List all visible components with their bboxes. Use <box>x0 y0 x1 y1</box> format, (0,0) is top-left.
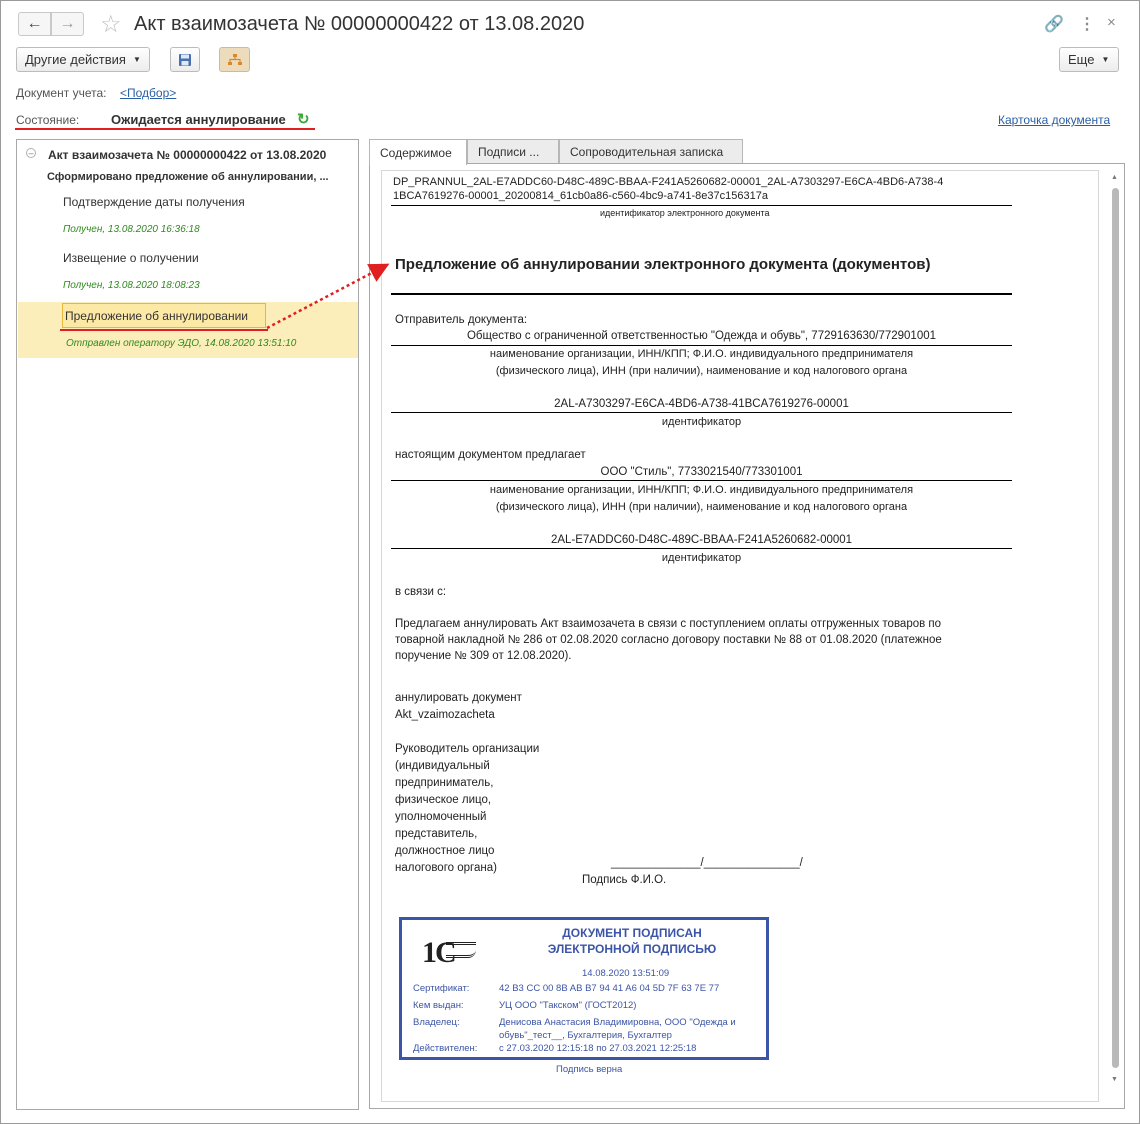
divider <box>391 412 1012 413</box>
other-actions-label: Другие действия <box>25 52 126 67</box>
document-card-link[interactable]: Карточка документа <box>998 113 1111 127</box>
more-button[interactable] <box>1059 47 1119 72</box>
file-id-line-1: DP_PRANNUL_2AL-E7ADDC60-D48C-489C-BBAA-F241A5260682-00001_2AL-A7303297-E6CA-4BD6-A738-4 <box>393 176 944 188</box>
signer-line: Руководитель организации <box>395 743 540 755</box>
favorite-star-icon[interactable]: ☆ <box>100 11 122 38</box>
sender-id-caption: идентификатор <box>661 416 742 428</box>
reason-text-1: Предлагаем аннулировать Акт взаимозачета в связи с поступлением оплаты отгруженных товаров по <box>395 618 942 630</box>
stamp-owner-value-1: Денисова Анастасия Владимировна, ООО "Одежда и <box>499 1017 736 1028</box>
exchange-tree-panel <box>16 139 359 1110</box>
caret-down-icon: ▼ <box>1101 55 1110 64</box>
tree-item-receipt-notice[interactable]: Извещение о получении <box>63 251 199 265</box>
offers-label: настоящим документом предлагает <box>395 449 586 461</box>
stamp-cert-label: Сертификат: <box>413 983 470 994</box>
stamp-issued-value: УЦ ООО "Такском" (ГОСТ2012) <box>499 1000 637 1011</box>
file-id-caption: идентификатор электронного документа <box>600 208 770 218</box>
vertical-scrollbar[interactable] <box>1110 174 1120 1086</box>
signer-line: уполномоченный <box>395 811 487 823</box>
state-value: Ожидается аннулирование <box>111 112 286 127</box>
signature-stamp <box>399 917 769 1060</box>
arrow-left-icon: ← <box>26 15 43 32</box>
other-actions-button[interactable] <box>16 47 150 72</box>
stamp-owner-value-2: обувь"_тест__, Бухгалтерия, Бухгалтер <box>499 1030 672 1041</box>
signature-fill-line: ______________/_______________/ <box>611 857 803 869</box>
forward-button[interactable] <box>51 12 84 36</box>
hierarchy-icon <box>227 53 243 67</box>
tree-item-annulment-offer[interactable]: Предложение об аннулировании <box>65 309 248 323</box>
refresh-icon[interactable]: ↻ <box>297 111 310 128</box>
signer-line: должностное лицо <box>395 845 495 857</box>
signer-line: представитель, <box>395 828 478 840</box>
signature-verified: Подпись верна <box>556 1064 623 1075</box>
save-button[interactable] <box>170 47 200 72</box>
document-view <box>381 170 1099 1102</box>
sender-label: Отправитель документа: <box>395 314 528 326</box>
receiver-id-caption: идентификатор <box>661 552 742 564</box>
stamp-valid-label: Действителен: <box>413 1043 478 1054</box>
file-id-line-2: 1BCA7619276-00001_20200814_61cb0a86-c560-4bc9-a741-8e37c156317a <box>393 190 768 202</box>
annul-label: аннулировать документ <box>395 692 522 704</box>
document-heading: Предложение об аннулировании электронного документа (документов) <box>395 256 931 273</box>
doc-account-label: Документ учета: <box>16 86 107 100</box>
sender-caption-2: (физического лица), ИНН (при наличии), наименование и код налогового органа <box>495 365 908 377</box>
tree-item-status: Отправлен оператору ЭДО, 14.08.2020 13:51:10 <box>66 338 297 349</box>
collapse-icon[interactable]: – <box>26 148 36 158</box>
divider <box>391 205 1012 206</box>
back-button[interactable] <box>18 12 51 36</box>
tree-item-status: Получен, 13.08.2020 18:08:23 <box>63 280 200 291</box>
selected-item-red-underline <box>60 329 268 331</box>
reason-text-2: товарной накладной № 286 от 02.08.2020 согласно договору поставки № 88 от 01.08.2020 (платежное <box>395 634 942 646</box>
stamp-issued-label: Кем выдан: <box>413 1000 464 1011</box>
signature-caption: Подпись Ф.И.О. <box>582 874 667 886</box>
scrollbar-thumb[interactable] <box>1112 188 1119 1068</box>
annul-document: Akt_vzaimozacheta <box>395 709 495 721</box>
caret-down-icon: ▼ <box>132 55 141 64</box>
scroll-down-icon[interactable]: ▼ <box>1111 1076 1118 1083</box>
signer-line: предприниматель, <box>395 777 494 789</box>
save-icon <box>178 53 192 67</box>
divider <box>391 548 1012 549</box>
stamp-owner-label: Владелец: <box>413 1017 460 1028</box>
receiver-caption-2: (физического лица), ИНН (при наличии), наименование и код налогового органа <box>495 501 908 513</box>
document-structure-button[interactable] <box>219 47 250 72</box>
tree-item-status: Получен, 13.08.2020 16:36:18 <box>63 224 200 235</box>
receiver-id: 2AL-E7ADDC60-D48C-489C-BBAA-F241A5260682-00001 <box>550 534 853 546</box>
tab-signatures[interactable]: Подписи ... <box>467 139 559 164</box>
tree-item-date-confirmation[interactable]: Подтверждение даты получения <box>63 195 245 209</box>
receiver-value: ООО "Стиль", 7733021540/773301001 <box>600 466 803 478</box>
stamp-title-2: ЭЛЕКТРОННОЙ ПОДПИСЬЮ <box>547 942 717 956</box>
more-label: Еще <box>1068 52 1095 67</box>
tree-summary[interactable]: Сформировано предложение об аннулировании, ... <box>47 171 329 183</box>
stamp-cert-value: 42 B3 CC 00 8B AB B7 94 41 A6 04 5D 7F 63 7E 77 <box>499 983 720 994</box>
state-highlight-underline <box>15 128 315 130</box>
sender-value: Общество с ограниченной ответственностью "Одежда и обувь", 7729163630/772901001 <box>466 330 937 342</box>
tree-root[interactable]: Акт взаимозачета № 00000000422 от 13.08.2020 <box>48 148 327 162</box>
stamp-datetime: 14.08.2020 13:51:09 <box>582 968 670 979</box>
heading-divider <box>391 293 1012 295</box>
window-title: Акт взаимозачета № 00000000422 от 13.08.2020 <box>134 13 585 35</box>
reason-label: в связи с: <box>395 586 447 598</box>
arrow-right-icon: → <box>59 15 76 32</box>
receiver-caption-1: наименование организации, ИНН/КПП; Ф.И.О. индивидуального предпринимателя <box>489 484 914 496</box>
1c-logo-icon: 1С <box>422 936 455 969</box>
signer-line: физическое лицо, <box>395 794 492 806</box>
scroll-up-icon[interactable]: ▲ <box>1111 174 1118 181</box>
tab-content[interactable]: Содержимое <box>369 139 467 165</box>
divider <box>391 345 1012 346</box>
close-icon[interactable]: × <box>1107 14 1116 31</box>
divider <box>391 480 1012 481</box>
tab-cover-note[interactable]: Сопроводительная записка <box>559 139 743 164</box>
more-vertical-icon[interactable]: ⋮ <box>1079 16 1095 33</box>
content-panel <box>369 163 1125 1109</box>
sender-caption-1: наименование организации, ИНН/КПП; Ф.И.О. индивидуального предпринимателя <box>489 348 914 360</box>
state-label: Состояние: <box>16 113 80 127</box>
link-icon[interactable]: 🔗 <box>1044 16 1064 33</box>
reason-text-3: поручение № 309 от 12.08.2020). <box>395 650 572 662</box>
signer-line: (индивидуальный <box>395 760 490 772</box>
stamp-title-1: ДОКУМЕНТ ПОДПИСАН <box>562 926 702 940</box>
doc-account-link[interactable]: <Подбор> <box>120 86 177 100</box>
signer-line: налогового органа) <box>395 862 497 874</box>
stamp-valid-value: с 27.03.2020 12:15:18 по 27.03.2021 12:25:18 <box>499 1043 697 1054</box>
1c-logo-lines <box>446 942 476 958</box>
sender-id: 2AL-A7303297-E6CA-4BD6-A738-41BCA7619276-00001 <box>554 398 849 410</box>
